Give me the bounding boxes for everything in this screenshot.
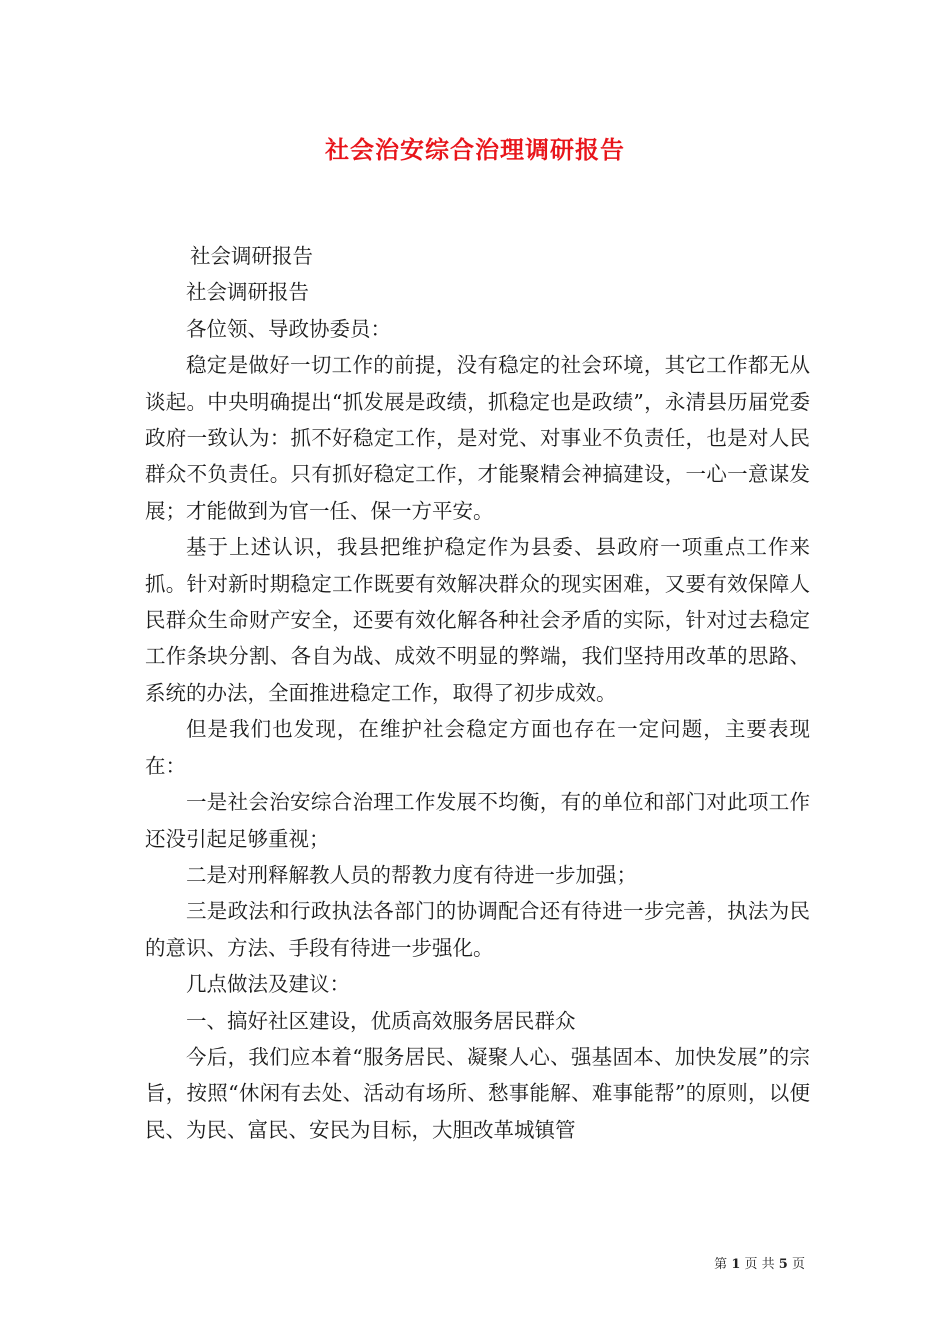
page-number-footer: [714, 1256, 805, 1274]
current-page-number: 1: [731, 1257, 741, 1272]
paragraph: 二是对刑释解教人员的帮教力度有待进一步加强；: [186, 862, 637, 887]
footer-suffix: 页: [791, 1257, 805, 1272]
footer-middle: 页 共: [744, 1257, 775, 1272]
paragraph: 稳定是做好一切工作的前提，没有稳定的社会环境，其它工作都无从谈起。中央明确提出“抓发展是政绩，抓稳定也是政绩”，永清县历届党委政府一致认为：抓不好稳定工作，是对党、对事业不负责任，也是对人民群众不负责任。只有抓好稳定工作，才能聚精会神搞建设，一心一意谋发展；才能做到为官一任、保一方平安。: [145, 353, 810, 523]
footer-prefix: 第: [714, 1257, 728, 1272]
paragraph: 各位领、导政协委员：: [186, 316, 391, 341]
paragraph: 但是我们也发现，在维护社会稳定方面也存在一定问题，主要表现在：: [145, 717, 810, 778]
paragraph: 一是社会治安综合治理工作发展不均衡，有的单位和部门对此项工作还没引起足够重视；: [145, 790, 810, 851]
document-body: [145, 238, 810, 1148]
paragraph: 三是政法和行政执法各部门的协调配合还有待进一步完善，执法为民的意识、方法、手段有待进一步强化。: [145, 899, 810, 960]
paragraph: 社会调研报告: [190, 244, 313, 268]
paragraph: 社会调研报告: [186, 280, 309, 305]
total-pages-number: 5: [778, 1257, 788, 1272]
paragraph: 今后，我们应本着“服务居民、凝聚人心、强基固本、加快发展”的宗旨，按照“休闲有去处、活动有场所、愁事能解、难事能帮”的原则，以便民、为民、富民、安民为目标，大胆改革城镇管: [145, 1044, 810, 1142]
paragraph: 基于上述认识，我县把维护稳定作为县委、县政府一项重点工作来抓。针对新时期稳定工作既要有效解决群众的现实困难，又要有效保障人民群众生命财产安全，还要有效化解各种社会矛盾的实际，针对过去稳定工作条块分割、各自为战、成效不明显的弊端，我们坚持用改革的思路、系统的办法，全面推进稳定工作，取得了初步成效。: [145, 535, 810, 705]
document-title: 社会治安综合治理调研报告: [325, 135, 625, 164]
paragraph: 一、搞好社区建设，优质高效服务居民群众: [186, 1008, 576, 1033]
paragraph: 几点做法及建议：: [186, 972, 350, 997]
